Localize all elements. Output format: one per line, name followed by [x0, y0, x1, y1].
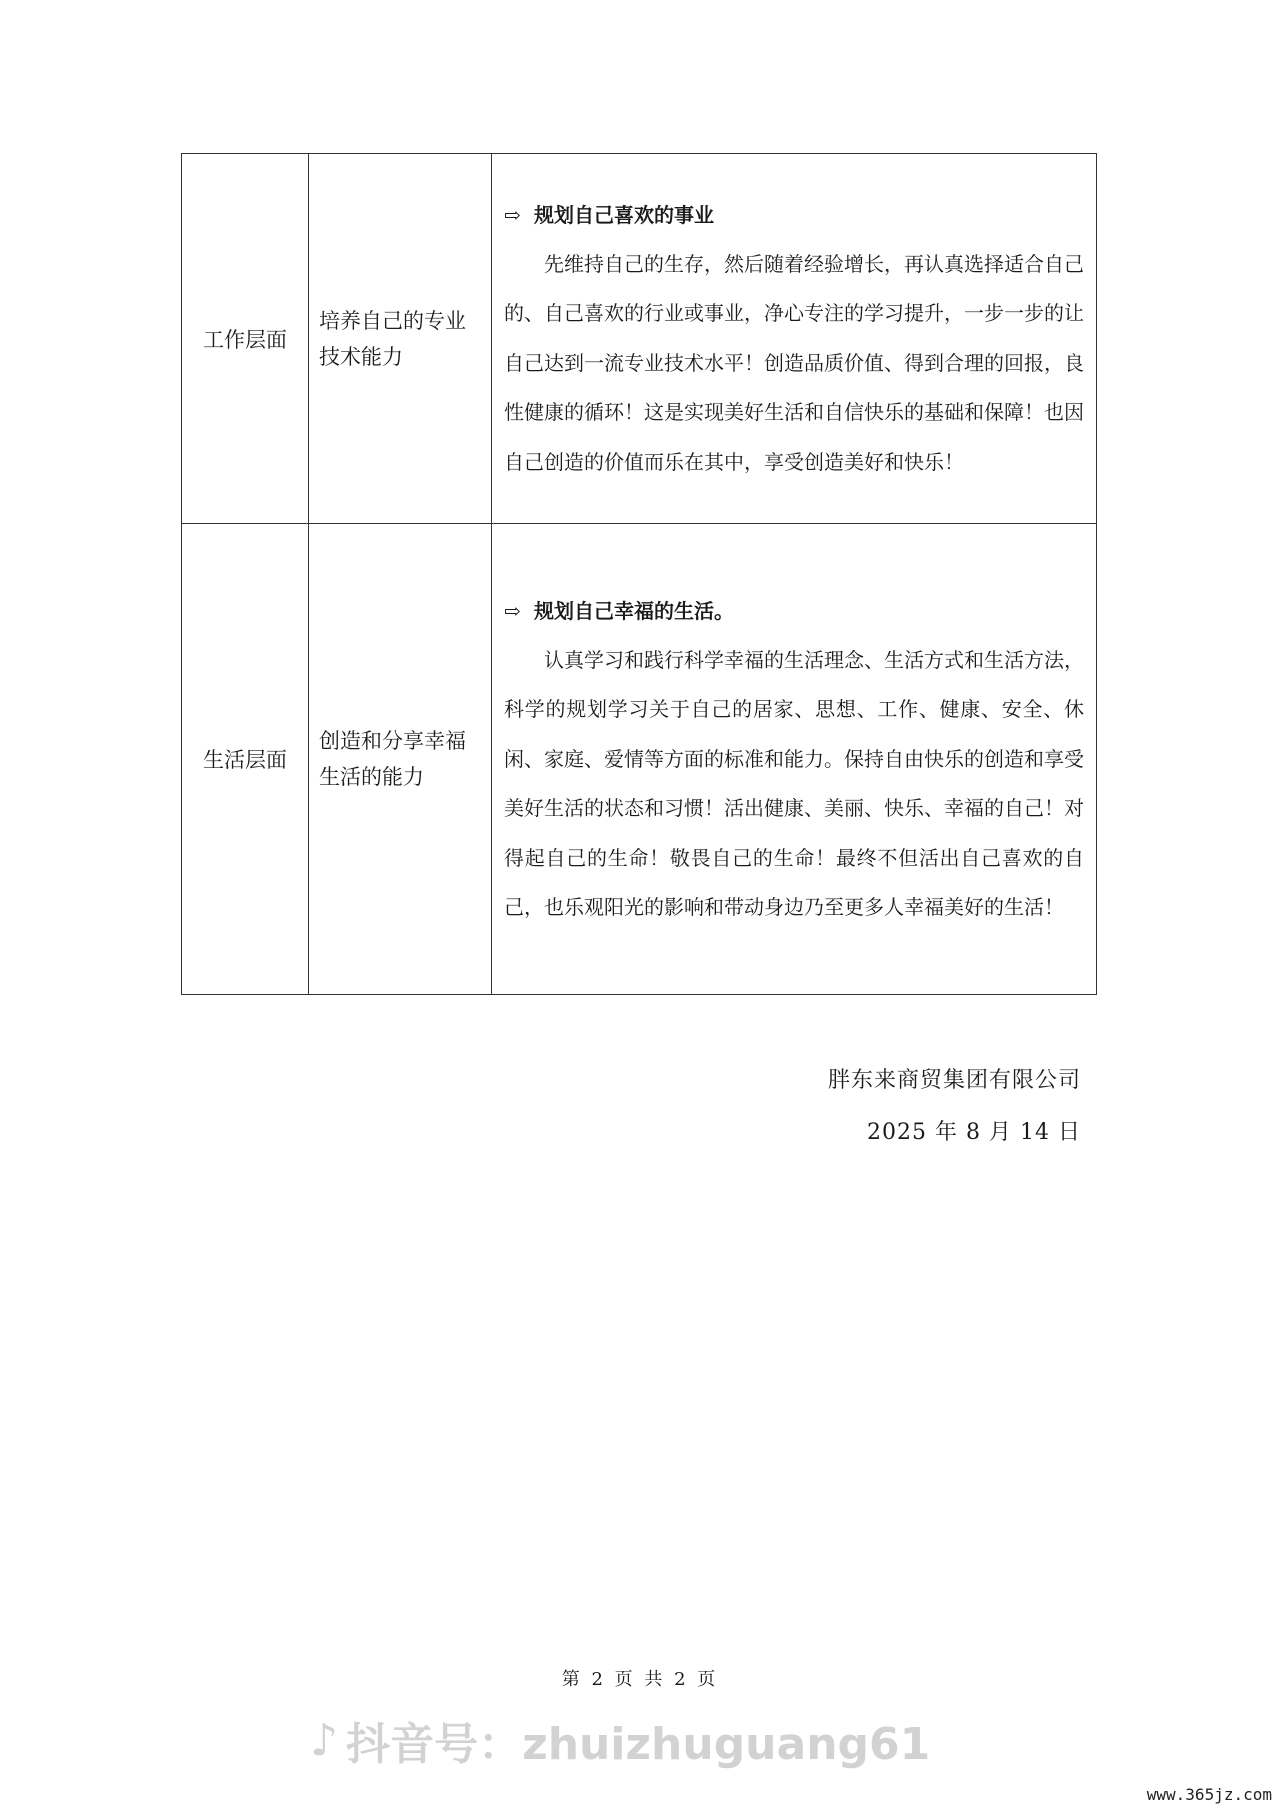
section-heading: [504, 190, 1084, 240]
area-cell: 生活层面: [182, 524, 309, 995]
company-name: 胖东来商贸集团有限公司: [827, 1068, 1081, 1093]
area-cell: 工作层面: [182, 154, 309, 524]
ability-cell: 培养自己的专业技术能力: [309, 154, 492, 524]
site-mark: www.365jz.com: [1146, 1785, 1272, 1804]
heading-text: 规划自己幸福的生活。: [534, 598, 734, 623]
section-body: 先维持自己的生存，然后随着经验增长，再认真选择适合自己的、自己喜欢的行业或事业，净心专注的学习提升，一步一步的让自己达到一流专业技术水平！创造品质价值、得到合理的回报，良性健康的循环！这是实现美好生活和自信快乐的基础和保障！也因自己创造的价值而乐在其中，享受创造美好和快乐！: [504, 251, 1084, 474]
ability-cell: 创造和分享幸福生活的能力: [309, 524, 492, 995]
description-cell: [492, 154, 1097, 524]
section-body: 认真学习和践行科学幸福的生活理念、生活方式和生活方法，科学的规划学习关于自己的居家、思想、工作、健康、安全、休闲、家庭、爱情等方面的标准和能力。保持自由快乐的创造和享受美好生活的状态和习惯！活出健康、美丽、快乐、幸福的自己！对得起自己的生命！敬畏自己的生命！最终不但活出自己喜欢的自己，也乐观阳光的影响和带动身边乃至更多人幸福美好的生活！: [504, 647, 1084, 919]
watermark-text: 抖音号：zhuizhuguang61: [346, 1719, 931, 1770]
watermark: [310, 1708, 930, 1772]
tiktok-icon: ♪: [310, 1714, 339, 1766]
signature-date: 2025 年 8 月 14 日: [867, 1120, 1081, 1145]
table-row: [182, 524, 1097, 995]
page-number: 第 2 页 共 2 页: [561, 1669, 719, 1690]
section-heading: [504, 586, 1084, 636]
description-cell: [492, 524, 1097, 995]
heading-text: 规划自己喜欢的事业: [534, 202, 714, 227]
table-row: [182, 154, 1097, 524]
arrow-right-icon: ⇨: [504, 202, 521, 227]
arrow-right-icon: ⇨: [504, 598, 521, 623]
content-table: [181, 153, 1097, 995]
